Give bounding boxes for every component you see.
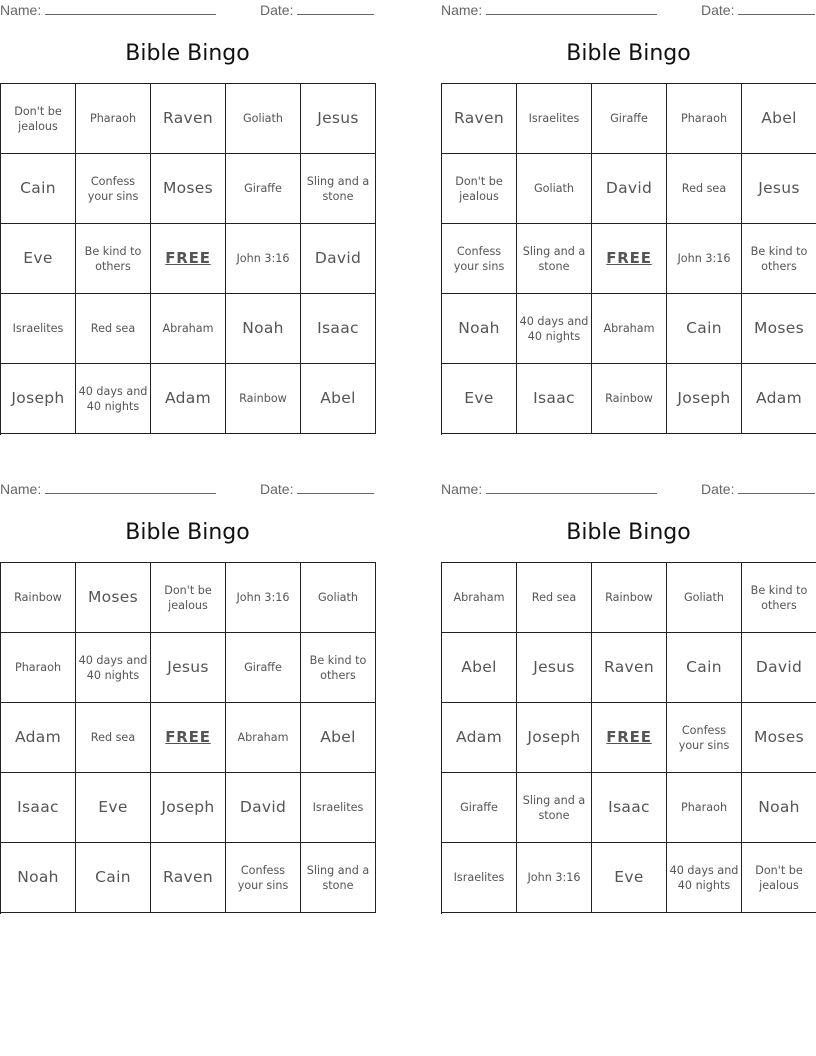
bingo-cell-label: Don't be jealous (455, 174, 503, 203)
bingo-cell-label: Abel (320, 389, 356, 407)
bingo-cell-label: Pharaoh (680, 801, 728, 814)
bingo-cell-label: Adam (756, 389, 802, 407)
bingo-cell-label: Jesus (758, 179, 800, 197)
bingo-cell (442, 633, 517, 703)
bingo-cell-label: Abraham (453, 591, 505, 604)
bingo-cell (301, 773, 376, 843)
bingo-cell (442, 843, 517, 913)
name-label: Name: (441, 2, 483, 18)
bingo-cell (1, 843, 76, 913)
bingo-cell (442, 773, 517, 843)
bingo-cell-label: Joseph (11, 389, 65, 407)
bingo-cell (151, 84, 226, 154)
bingo-cell-label: Joseph (677, 389, 731, 407)
bingo-cell (1, 294, 76, 364)
bingo-cell-label: John 3:16 (236, 252, 290, 265)
bingo-cell-label: Sling and a stone (522, 244, 586, 273)
bingo-cell-label: Moses (753, 319, 805, 337)
bingo-cell (301, 154, 376, 224)
bingo-cell-label: John 3:16 (236, 591, 290, 604)
bingo-cell-label: Israelites (453, 871, 505, 884)
bingo-cell-label: David (239, 798, 287, 816)
name-field (441, 2, 657, 18)
bingo-cell (667, 703, 742, 773)
bingo-cell (226, 364, 301, 434)
bingo-cell-label: Red sea (90, 731, 136, 744)
bingo-cell-label: 40 days and 40 nights (78, 653, 148, 682)
date-blank-line (297, 481, 374, 494)
bingo-grid (0, 83, 376, 435)
bingo-cell (517, 84, 592, 154)
bingo-cell (76, 224, 151, 294)
bingo-cell-label: Moses (87, 588, 139, 606)
bingo-cell-label: Red sea (531, 591, 577, 604)
bingo-cell (76, 703, 151, 773)
bingo-cell (742, 563, 816, 633)
bingo-cell-label: Don't be jealous (755, 863, 803, 892)
bingo-cell (442, 563, 517, 633)
bingo-cell (592, 84, 667, 154)
bingo-cell-label: Confess your sins (678, 723, 730, 752)
bingo-grid (441, 83, 816, 435)
bingo-cell (301, 84, 376, 154)
bingo-cell-label: Pharaoh (89, 112, 137, 125)
bingo-cell-label: Giraffe (610, 112, 648, 125)
bingo-cell-label: John 3:16 (527, 871, 581, 884)
bingo-cell (76, 633, 151, 703)
bingo-cell-label: Goliath (317, 591, 359, 604)
date-label: Date: (260, 481, 294, 497)
bingo-cell (151, 154, 226, 224)
bingo-cell-label: Cain (686, 319, 722, 337)
name-blank-line (486, 2, 657, 15)
name-field (0, 481, 216, 497)
bingo-cell-label: Abraham (237, 731, 289, 744)
name-blank-line (486, 481, 657, 494)
bingo-cell-label: FREE (165, 728, 211, 746)
bingo-cell-label: 40 days and 40 nights (669, 863, 739, 892)
date-blank-line (738, 2, 815, 15)
bingo-cell-label: Don't be jealous (14, 104, 62, 133)
bingo-cell (151, 633, 226, 703)
bingo-cell (667, 364, 742, 434)
bingo-cell-label: Adam (165, 389, 211, 407)
bingo-cell (301, 563, 376, 633)
bingo-cell (742, 224, 816, 294)
bingo-cell (592, 364, 667, 434)
bingo-cell-label: Rainbow (605, 591, 653, 604)
bingo-cell-label: Noah (458, 319, 500, 337)
bingo-cell (442, 294, 517, 364)
bingo-cell-label: Noah (17, 868, 59, 886)
date-field (701, 481, 815, 497)
name-label: Name: (441, 481, 483, 497)
bingo-cell (592, 154, 667, 224)
bingo-cell-label: Rainbow (605, 392, 653, 405)
bingo-cell (442, 84, 517, 154)
card-header (441, 2, 816, 20)
bingo-cell-label: Cain (686, 658, 722, 676)
card-header (441, 481, 816, 499)
bingo-cell-label: Be kind to others (309, 653, 367, 682)
card-header (0, 2, 375, 20)
bingo-cell-label: Moses (162, 179, 214, 197)
bingo-cell-label: David (755, 658, 803, 676)
card-title: Bible Bingo (125, 41, 250, 66)
bingo-cell (226, 224, 301, 294)
bingo-cell-label: Noah (242, 319, 284, 337)
bingo-cell (517, 633, 592, 703)
bingo-cell (151, 364, 226, 434)
bingo-cell (742, 843, 816, 913)
bingo-cell-label: Joseph (161, 798, 215, 816)
bingo-cell (301, 364, 376, 434)
bingo-cell-label: Jesus (167, 658, 209, 676)
bingo-cell-label: Moses (753, 728, 805, 746)
name-blank-line (45, 2, 216, 15)
name-field (441, 481, 657, 497)
card-header (0, 481, 375, 499)
bingo-cell (226, 773, 301, 843)
bingo-cell (667, 773, 742, 843)
bingo-cell-label: Eve (23, 249, 53, 267)
bingo-cell-label: Eve (98, 798, 128, 816)
bingo-cell-label: Abel (461, 658, 497, 676)
bingo-cell-label: Sling and a stone (306, 174, 370, 203)
bingo-cell (592, 563, 667, 633)
bingo-cell (667, 154, 742, 224)
bingo-cell-label: FREE (606, 249, 652, 267)
bingo-cell (667, 563, 742, 633)
bingo-cell (517, 224, 592, 294)
bingo-cell (517, 773, 592, 843)
bingo-cell (151, 843, 226, 913)
bingo-cell (442, 154, 517, 224)
bingo-cell-label: David (605, 179, 653, 197)
bingo-cell-label: Sling and a stone (306, 863, 370, 892)
bingo-cell-label: Confess your sins (453, 244, 505, 273)
bingo-cell (301, 294, 376, 364)
bingo-cell (742, 294, 816, 364)
bingo-cell-label: Rainbow (239, 392, 287, 405)
bingo-cell (742, 364, 816, 434)
bingo-cell-label: Goliath (533, 182, 575, 195)
bingo-cell-label: Confess your sins (87, 174, 139, 203)
bingo-cell (301, 224, 376, 294)
bingo-cell (76, 154, 151, 224)
bingo-cell (517, 703, 592, 773)
bingo-cell-label: David (314, 249, 362, 267)
bingo-cell (442, 703, 517, 773)
date-field (260, 481, 374, 497)
free-space-cell (151, 703, 226, 773)
bingo-cell (1, 364, 76, 434)
bingo-cell (151, 563, 226, 633)
bingo-cell (667, 294, 742, 364)
bingo-cell-label: John 3:16 (677, 252, 731, 265)
bingo-cell (226, 703, 301, 773)
bingo-cell-label: Red sea (90, 322, 136, 335)
bingo-cell (442, 224, 517, 294)
bingo-cell-label: Isaac (17, 798, 59, 816)
bingo-cell (517, 154, 592, 224)
date-label: Date: (260, 2, 294, 18)
bingo-cell-label: Confess your sins (237, 863, 289, 892)
bingo-cell-label: Giraffe (460, 801, 498, 814)
bingo-cell (517, 563, 592, 633)
bingo-cell (226, 633, 301, 703)
free-space-cell (151, 224, 226, 294)
bingo-cell (301, 703, 376, 773)
bingo-grid (441, 562, 816, 914)
date-field (260, 2, 374, 18)
bingo-cell-label: Isaac (317, 319, 359, 337)
bingo-cell-label: Rainbow (14, 591, 62, 604)
bingo-cell (592, 294, 667, 364)
bingo-cell-label: FREE (606, 728, 652, 746)
bingo-cell-label: Eve (464, 389, 494, 407)
name-label: Name: (0, 2, 42, 18)
bingo-cell-label: Raven (604, 658, 654, 676)
bingo-cell-label: Adam (15, 728, 61, 746)
bingo-cell (1, 633, 76, 703)
bingo-cell (442, 364, 517, 434)
bingo-cell-label: Raven (454, 109, 504, 127)
bingo-cell (1, 773, 76, 843)
card-title: Bible Bingo (566, 41, 691, 66)
bingo-cell-label: Giraffe (244, 661, 282, 674)
date-blank-line (738, 481, 815, 494)
bingo-cell (1, 563, 76, 633)
bingo-cell-label: Adam (456, 728, 502, 746)
bingo-cell-label: Goliath (683, 591, 725, 604)
bingo-cell (151, 294, 226, 364)
date-label: Date: (701, 481, 735, 497)
free-space-cell (592, 224, 667, 294)
bingo-cell (517, 364, 592, 434)
bingo-cell-label: Red sea (681, 182, 727, 195)
bingo-cell-label: Abraham (162, 322, 214, 335)
card-title: Bible Bingo (125, 520, 250, 545)
bingo-cell (1, 84, 76, 154)
card-title: Bible Bingo (566, 520, 691, 545)
bingo-cell (742, 154, 816, 224)
bingo-cell (742, 84, 816, 154)
bingo-cell (742, 773, 816, 843)
bingo-cell (151, 773, 226, 843)
bingo-cell (1, 154, 76, 224)
name-field (0, 2, 216, 18)
bingo-cell (517, 843, 592, 913)
bingo-cell-label: Joseph (527, 728, 581, 746)
bingo-cell (301, 843, 376, 913)
bingo-cell-label: Israelites (312, 801, 364, 814)
bingo-grid (0, 562, 376, 914)
bingo-cell (76, 364, 151, 434)
bingo-cell (76, 563, 151, 633)
bingo-cell-label: Cain (20, 179, 56, 197)
bingo-cell-label: Raven (163, 868, 213, 886)
bingo-cell-label: Pharaoh (14, 661, 62, 674)
bingo-cell (1, 703, 76, 773)
name-label: Name: (0, 481, 42, 497)
bingo-cell (742, 633, 816, 703)
bingo-cell (76, 84, 151, 154)
date-field (701, 2, 815, 18)
bingo-cell (667, 843, 742, 913)
bingo-cell-label: Be kind to others (750, 244, 808, 273)
bingo-cell (1, 224, 76, 294)
bingo-cell (742, 703, 816, 773)
date-label: Date: (701, 2, 735, 18)
bingo-cell-label: Jesus (533, 658, 575, 676)
bingo-cell-label: Noah (758, 798, 800, 816)
bingo-cell-label: 40 days and 40 nights (519, 314, 589, 343)
bingo-cell (226, 84, 301, 154)
date-blank-line (297, 2, 374, 15)
bingo-cell (76, 843, 151, 913)
bingo-cell (226, 843, 301, 913)
bingo-cell (301, 633, 376, 703)
bingo-cell (667, 633, 742, 703)
bingo-cell-label: Pharaoh (680, 112, 728, 125)
bingo-cell-label: 40 days and 40 nights (78, 384, 148, 413)
bingo-cell (226, 294, 301, 364)
bingo-cell-label: Eve (614, 868, 644, 886)
bingo-cell-label: Don't be jealous (164, 583, 212, 612)
bingo-cell (76, 294, 151, 364)
bingo-cell-label: FREE (165, 249, 211, 267)
bingo-cell-label: Abraham (603, 322, 655, 335)
bingo-cell-label: Be kind to others (84, 244, 142, 273)
free-space-cell (592, 703, 667, 773)
bingo-cell-label: Be kind to others (750, 583, 808, 612)
bingo-cell-label: Sling and a stone (522, 793, 586, 822)
bingo-cell (226, 154, 301, 224)
bingo-cell (592, 633, 667, 703)
bingo-cell-label: Cain (95, 868, 131, 886)
bingo-cell-label: Raven (163, 109, 213, 127)
bingo-cell-label: Giraffe (244, 182, 282, 195)
bingo-cell (76, 773, 151, 843)
bingo-cell (667, 84, 742, 154)
bingo-cell-label: Israelites (528, 112, 580, 125)
bingo-cell-label: Abel (320, 728, 356, 746)
bingo-cell (592, 843, 667, 913)
bingo-cell-label: Israelites (12, 322, 64, 335)
bingo-cell (226, 563, 301, 633)
bingo-cell-label: Goliath (242, 112, 284, 125)
bingo-cell-label: Jesus (317, 109, 359, 127)
name-blank-line (45, 481, 216, 494)
bingo-cell-label: Isaac (608, 798, 650, 816)
bingo-cell (667, 224, 742, 294)
bingo-cell (517, 294, 592, 364)
bingo-cell-label: Isaac (533, 389, 575, 407)
bingo-cell (592, 773, 667, 843)
bingo-cell-label: Abel (761, 109, 797, 127)
